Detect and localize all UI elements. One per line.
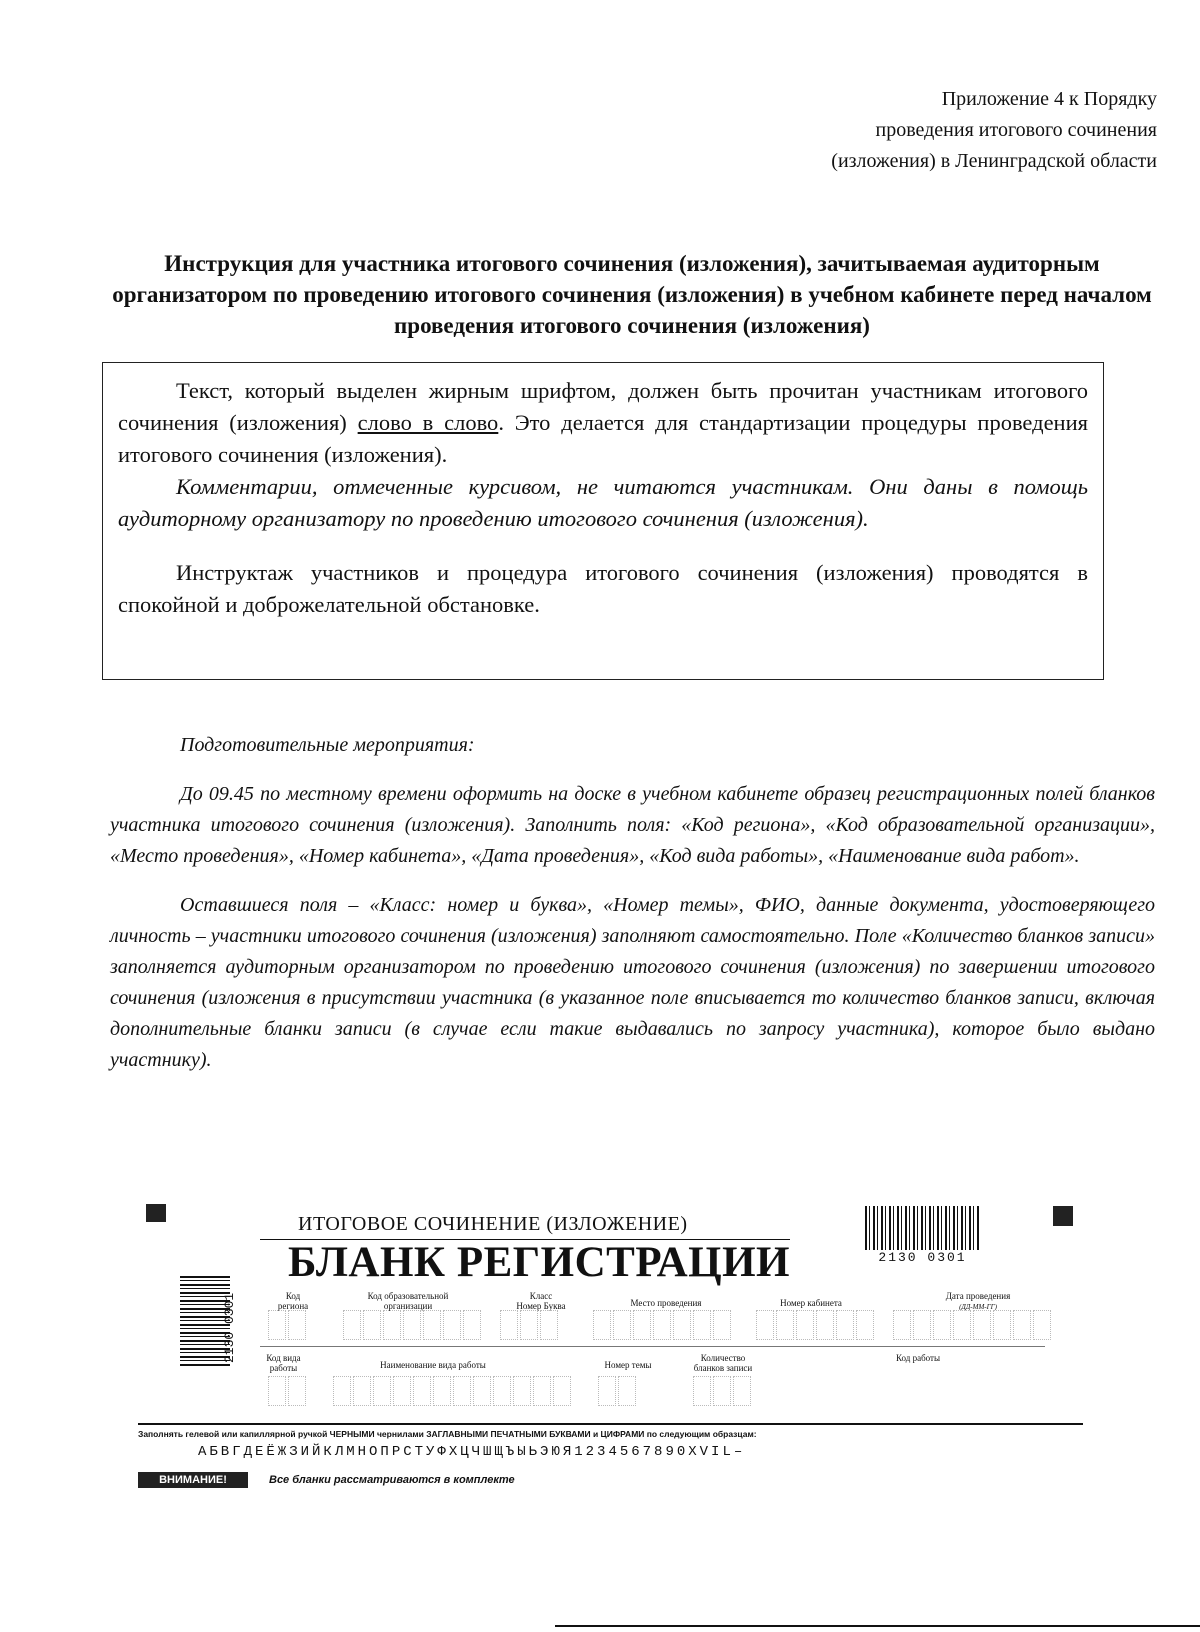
preparation-paragraph-1: До 09.45 по местному времени оформить на доске в учебном кабинете образец регистрационных полей бланков участника итогового сочинения (изложения). Заполнить поля: «Код региона», «Код образовательной организации», «Место проведения», «Номер кабинета», «Дата проведения», «Код вида работы», «Наименование вида работ».: [110, 783, 1155, 867]
label-line: Код образовательной: [367, 1291, 449, 1301]
cells-region-code: [268, 1310, 306, 1340]
frame-text: . Это делается для стандартизации процедуры проведения итогового сочинения (изложения).: [118, 410, 1088, 467]
form-row-separator: [260, 1346, 1045, 1347]
label-line: бланков записи: [693, 1363, 753, 1373]
input-cell: [288, 1376, 306, 1406]
input-cell: [893, 1310, 911, 1340]
input-cell: [618, 1376, 636, 1406]
frame-paragraph-1: [118, 375, 1088, 471]
input-cell: [493, 1376, 511, 1406]
label-date: [913, 1291, 1043, 1312]
cells-org-code: [343, 1310, 481, 1340]
label-topic: Номер темы: [604, 1360, 652, 1370]
input-cell: [1033, 1310, 1051, 1340]
label-org-code: [343, 1291, 473, 1311]
input-cell: [713, 1310, 731, 1340]
cells-date: [893, 1310, 1051, 1340]
sample-characters: АБВГДЕЁЖЗИЙКЛМНОПРСТУФХЦЧШЩЪЫЬЭЮЯ1234567890XVIL–: [198, 1444, 746, 1460]
label-line: работы: [269, 1363, 298, 1373]
label-worktype-name: Наименование вида работы: [380, 1360, 486, 1370]
input-cell: [673, 1310, 691, 1340]
frame-paragraph-2: Комментарии, отмеченные курсивом, не читаются участникам. Они даны в помощь аудиторному организатору по проведению итогового сочинения (изложения).: [118, 474, 1088, 531]
input-cell: [613, 1310, 631, 1340]
input-cell: [343, 1310, 361, 1340]
input-cell: [856, 1310, 874, 1340]
input-cell: [373, 1376, 391, 1406]
input-cell: [836, 1310, 854, 1340]
label-line: Код вида: [266, 1353, 301, 1363]
input-cell: [693, 1310, 711, 1340]
label-work-code: Код работы: [895, 1353, 941, 1363]
input-cell: [393, 1376, 411, 1406]
input-cell: [653, 1310, 671, 1340]
input-cell: [733, 1376, 751, 1406]
input-cell: [383, 1310, 401, 1340]
preparation-section: [110, 730, 1155, 1076]
appendix-note: [597, 84, 1157, 177]
appendix-line: Приложение 4 к Порядку: [941, 88, 1157, 110]
input-cell: [520, 1310, 538, 1340]
input-cell: [593, 1310, 611, 1340]
input-cell: [953, 1310, 971, 1340]
label-date-format: (ДД-ММ-ГГ): [959, 1303, 997, 1311]
input-cell: [1013, 1310, 1031, 1340]
input-cell: [693, 1376, 711, 1406]
label-region-code: [268, 1291, 318, 1311]
input-cell: [776, 1310, 794, 1340]
label-worktype-code: [256, 1353, 311, 1373]
input-cell: [268, 1310, 286, 1340]
input-cell: [500, 1310, 518, 1340]
input-cell: [353, 1376, 371, 1406]
preparation-paragraph-2: Оставшиеся поля – «Класс: номер и буква», «Номер темы», ФИО, данные документа, удостоверяющего личность – участники итогового сочинения (изложения) заполняют самостоятельно. Поле «Количество бланков записи» заполняется аудиторным организатором по проведению итогового сочинения (изложения) по завершении итогового сочинения (изложения в присутствии участника (в указанное поле вписывается то количество бланков записи, включая дополнительные бланки записи (в случае если такие выдавались по запросу участника), которое было выдано участнику).: [110, 894, 1155, 1071]
cells-sheet-count: [693, 1376, 751, 1406]
input-cell: [540, 1310, 558, 1340]
input-cell: [633, 1310, 651, 1340]
instruction-title: Инструкция для участника итогового сочинения (изложения), зачитываемая аудиторным организатором по проведению итогового сочинения (изложения) в учебном кабинете перед началом проведения итогового сочинения (изложения): [112, 251, 1152, 338]
form-title: БЛАНК РЕГИСТРАЦИИ: [288, 1239, 790, 1286]
input-cell: [816, 1310, 834, 1340]
input-cell: [433, 1376, 451, 1406]
input-cell: [973, 1310, 991, 1340]
label-room: Номер кабинета: [780, 1298, 842, 1308]
frame-text: Текст, который выделен жирным шрифтом, должен быть прочитан участникам итогового сочинения (изложения): [118, 378, 1088, 435]
top-barcode-number: 2130 0301: [878, 1250, 967, 1265]
input-cell: [933, 1310, 951, 1340]
form-marker-right: [1053, 1206, 1073, 1226]
input-cell: [553, 1376, 571, 1406]
input-cell: [533, 1376, 551, 1406]
label-line: региона: [277, 1301, 309, 1311]
page-footer-line: [555, 1625, 1200, 1627]
form-bottom-rule: [138, 1423, 1083, 1425]
side-barcode-number: 2130 0301: [222, 1292, 237, 1364]
appendix-line: (изложения) в Ленинградской области: [831, 150, 1157, 172]
input-cell: [443, 1310, 461, 1340]
input-cell: [403, 1310, 421, 1340]
label-sheet-count: [678, 1353, 768, 1373]
label-line: Номер Буква: [516, 1301, 566, 1311]
cells-class: [500, 1310, 558, 1340]
label-class: [496, 1291, 586, 1311]
appendix-line: проведения итогового сочинения: [875, 119, 1157, 141]
cells-worktype-name: [333, 1376, 571, 1406]
input-cell: [796, 1310, 814, 1340]
input-cell: [473, 1376, 491, 1406]
warning-text: Все бланки рассматриваются в комплекте: [269, 1474, 515, 1486]
input-cell: [423, 1310, 441, 1340]
frame-underlined-text: слово в слово: [357, 410, 499, 435]
input-cell: [513, 1376, 531, 1406]
input-cell: [913, 1310, 931, 1340]
label-line: Количество: [700, 1353, 746, 1363]
input-cell: [463, 1310, 481, 1340]
cells-place: [593, 1310, 731, 1340]
warning-badge: ВНИМАНИЕ!: [138, 1472, 248, 1488]
label-line: Код: [285, 1291, 301, 1301]
preparation-heading: Подготовительные мероприятия:: [180, 734, 475, 756]
input-cell: [268, 1376, 286, 1406]
label-line: Дата проведения: [945, 1291, 1011, 1301]
form-subtitle: ИТОГОВОЕ СОЧИНЕНИЕ (ИЗЛОЖЕНИЕ): [298, 1213, 688, 1235]
input-cell: [363, 1310, 381, 1340]
fill-instruction: Заполнять гелевой или капиллярной ручкой ЧЕРНЫМИ чернилами ЗАГЛАВНЫМИ ПЕЧАТНЫМИ БУКВАМИ и ЦИФРАМИ по следующим образцам:: [138, 1429, 757, 1439]
label-line: Класс: [529, 1291, 553, 1301]
label-line: организации: [383, 1301, 433, 1311]
input-cell: [598, 1376, 616, 1406]
instruction-frame: [102, 362, 1104, 680]
cells-room: [756, 1310, 874, 1340]
frame-paragraph-3: Инструктаж участников и процедура итогового сочинения (изложения) проводятся в спокойной и доброжелательной обстановке.: [118, 560, 1088, 617]
top-barcode: [865, 1206, 980, 1250]
input-cell: [756, 1310, 774, 1340]
input-cell: [413, 1376, 431, 1406]
cells-worktype-code: [268, 1376, 306, 1406]
input-cell: [333, 1376, 351, 1406]
input-cell: [288, 1310, 306, 1340]
registration-form-sample: [138, 1213, 1083, 1568]
input-cell: [993, 1310, 1011, 1340]
label-place: Место проведения: [630, 1298, 702, 1308]
form-marker-left: [146, 1204, 166, 1222]
cells-topic: [598, 1376, 636, 1406]
input-cell: [713, 1376, 731, 1406]
input-cell: [453, 1376, 471, 1406]
